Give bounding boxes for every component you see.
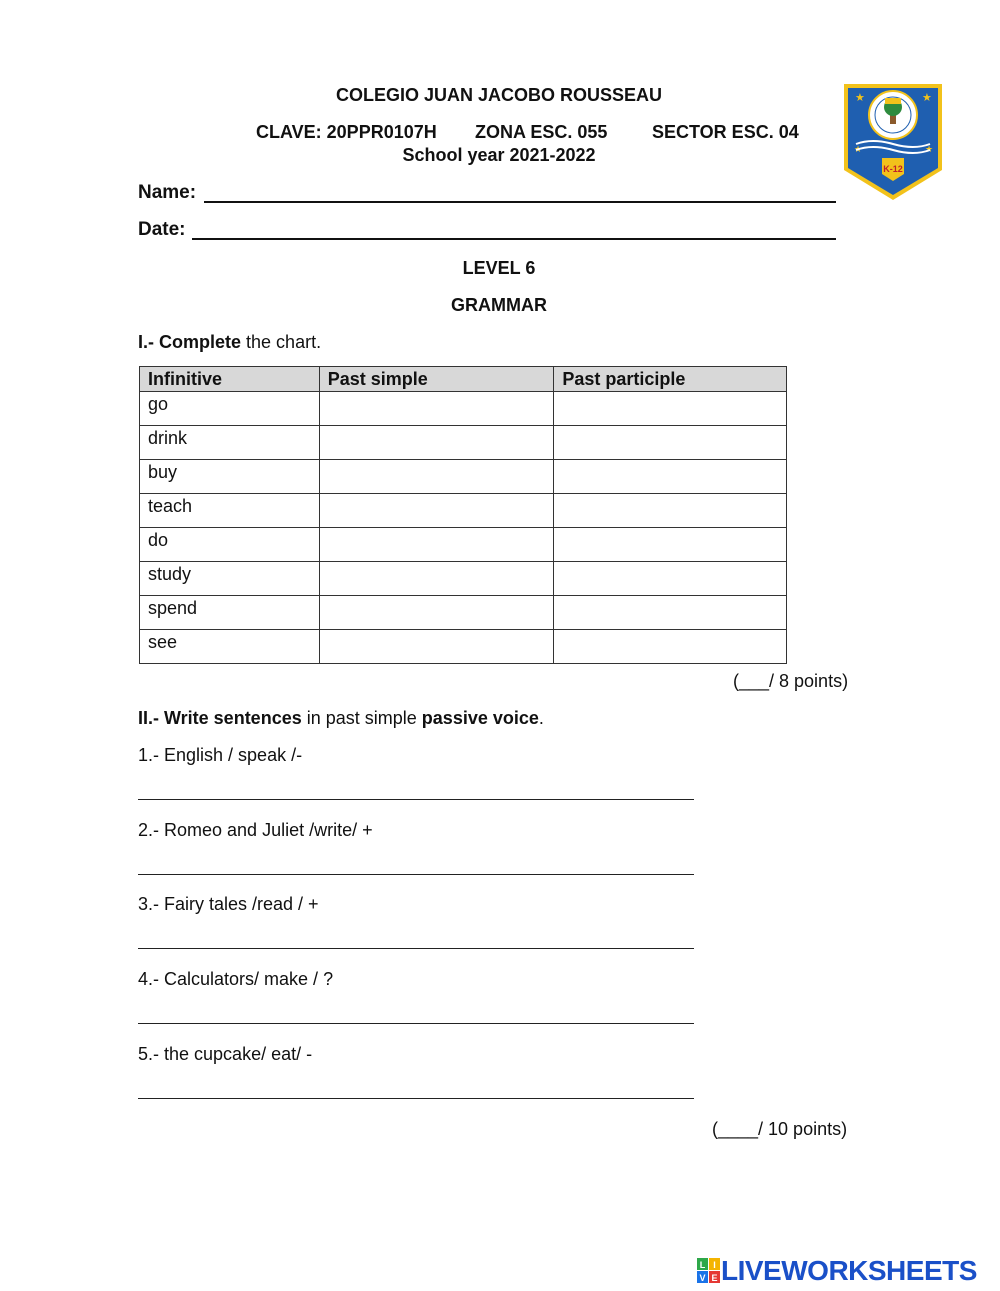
column-header-past-simple: Past simple	[319, 367, 554, 392]
table-row	[140, 426, 787, 460]
sector-code: SECTOR ESC. 04	[652, 122, 799, 142]
past-participle-input[interactable]	[554, 630, 787, 664]
table-row	[140, 596, 787, 630]
past-simple-input[interactable]	[319, 460, 554, 494]
past-participle-input[interactable]	[554, 460, 787, 494]
infinitive-cell: teach	[140, 494, 320, 528]
infinitive-cell: go	[140, 392, 320, 426]
past-participle-input[interactable]	[554, 528, 787, 562]
past-simple-input[interactable]	[319, 562, 554, 596]
table-row	[140, 528, 787, 562]
infinitive-cell: do	[140, 528, 320, 562]
logo-star-icon: ★	[925, 144, 934, 154]
section2-instruction-bold: Write sentences	[164, 708, 302, 728]
school-logo	[842, 82, 944, 202]
section2-number: II.-	[138, 708, 164, 728]
answer-line-2[interactable]	[138, 874, 694, 875]
liveworksheets-badge-icon	[697, 1258, 721, 1284]
infinitive-cell: study	[140, 562, 320, 596]
logo-book-icon	[885, 98, 901, 104]
past-simple-input[interactable]	[319, 392, 554, 426]
logo-star-icon: ★	[922, 92, 932, 104]
exercise-item-5: 5.- the cupcake/ eat/ -	[138, 1044, 313, 1064]
section1-instruction-text: the chart.	[241, 332, 322, 352]
past-simple-input[interactable]	[319, 426, 554, 460]
past-participle-input[interactable]	[554, 562, 787, 596]
infinitive-cell: buy	[140, 460, 320, 494]
column-header-past-participle: Past participle	[554, 367, 787, 392]
table-row	[140, 494, 787, 528]
past-participle-input[interactable]	[554, 392, 787, 426]
past-participle-input[interactable]	[554, 596, 787, 630]
section2-instruction-text: in past simple	[301, 708, 422, 728]
answer-line-3[interactable]	[138, 948, 694, 949]
clave-code: CLAVE: 20PPR0107H	[256, 122, 437, 142]
past-simple-input[interactable]	[319, 630, 554, 664]
infinitive-cell: drink	[140, 426, 320, 460]
section2-instruction-end: .	[538, 708, 544, 728]
table-row	[140, 562, 787, 596]
exercise-item-1: 1.- English / speak /-	[138, 745, 303, 765]
answer-line-4[interactable]	[138, 1023, 694, 1024]
verb-chart	[139, 366, 787, 664]
past-participle-input[interactable]	[554, 494, 787, 528]
exercise-item-3: 3.- Fairy tales /read / +	[138, 894, 319, 914]
level-heading: LEVEL 6	[462, 258, 536, 278]
answer-line-1[interactable]	[138, 799, 694, 800]
liveworksheets-logo-text: LIVEWORKSHEETS	[721, 1255, 977, 1286]
name-label: Name:	[138, 182, 197, 203]
liveworksheets-brand	[697, 1256, 977, 1286]
table-row	[140, 630, 787, 664]
badge-letter-v: V	[699, 1273, 706, 1283]
section2-instruction-bold: passive voice	[421, 708, 539, 728]
table-row	[140, 460, 787, 494]
past-simple-input[interactable]	[319, 494, 554, 528]
badge-letter-i: I	[713, 1260, 716, 1270]
section2-instruction	[138, 707, 544, 729]
badge-letter-l: L	[699, 1260, 706, 1270]
infinitive-cell: spend	[140, 596, 320, 630]
name-field[interactable]	[138, 182, 196, 204]
school-year: School year 2021-2022	[402, 145, 596, 165]
name-blank[interactable]	[204, 201, 836, 203]
exercise-item-2: 2.- Romeo and Juliet /write/ +	[138, 820, 373, 840]
section1-points: (___/ 8 points)	[733, 671, 849, 691]
section1-instruction-bold: Complete	[159, 332, 242, 352]
school-name: COLEGIO JUAN JACOBO ROUSSEAU	[335, 85, 663, 105]
logo-k12-text: K-12	[883, 164, 903, 174]
date-blank[interactable]	[192, 238, 836, 240]
section1-number: I.-	[138, 332, 154, 352]
logo-star-icon: ★	[855, 92, 865, 104]
table-row	[140, 392, 787, 426]
zona-code: ZONA ESC. 055	[475, 122, 608, 142]
subject-heading: GRAMMAR	[451, 295, 547, 315]
badge-letter-e: E	[711, 1273, 718, 1283]
exercise-item-4: 4.- Calculators/ make / ?	[138, 969, 334, 989]
past-participle-input[interactable]	[554, 426, 787, 460]
date-label: Date:	[138, 219, 186, 240]
date-field[interactable]	[138, 219, 186, 241]
past-simple-input[interactable]	[319, 596, 554, 630]
answer-line-5[interactable]	[138, 1098, 694, 1099]
infinitive-cell: see	[140, 630, 320, 664]
section2-points: (____/ 10 points)	[712, 1119, 848, 1139]
column-header-infinitive: Infinitive	[140, 367, 320, 392]
past-simple-input[interactable]	[319, 528, 554, 562]
section1-instruction	[138, 331, 321, 353]
logo-star-icon: ★	[854, 144, 863, 154]
